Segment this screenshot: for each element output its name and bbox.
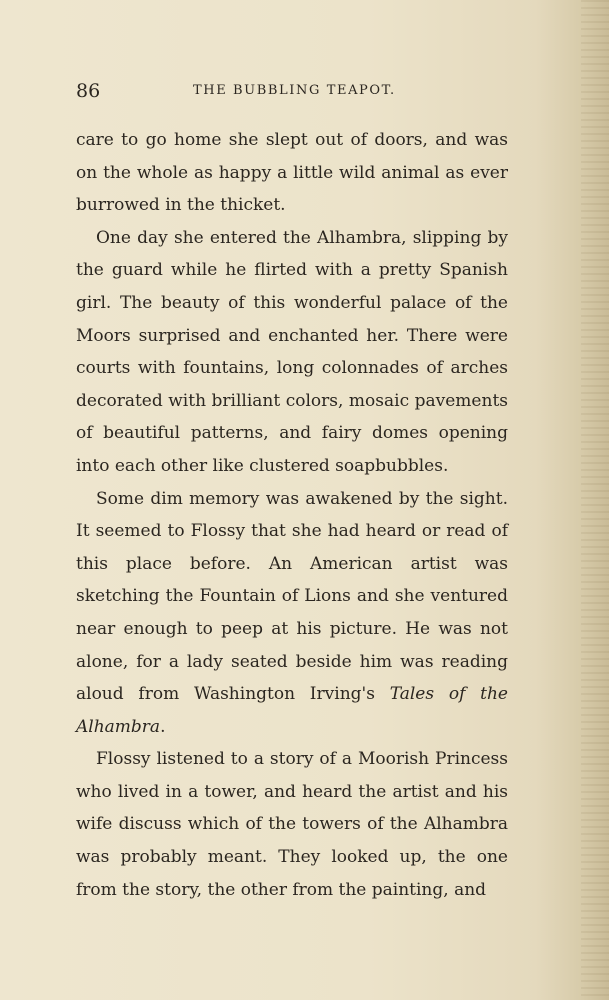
page-number: 86 <box>76 80 101 102</box>
paragraph-3 <box>76 483 508 744</box>
page-header <box>76 78 508 104</box>
book-title-italic: Tales of the Alhambra <box>76 684 508 737</box>
page-edge-shadow <box>581 0 609 1000</box>
paragraph-3-end: . <box>160 716 166 737</box>
paragraph-1: care to go home she slept out of doors, and was on the whole as happy a little wild animal as ever burrowed in the thicket. <box>76 130 508 216</box>
paragraph-3-text: Some dim memory was awakened by the sight. It seemed to Flossy that she had heard or read of this place before. An American artist was sketching the Fountain of Lions and she ventured near enough to peep at his picture. He was not alone, for a lady seated beside him was reading aloud from Washington Irving's <box>76 488 508 705</box>
body-text <box>76 124 508 906</box>
paragraph-4: Flossy listened to a story of a Moorish Princess who lived in a tower, and heard the artist and his wife discuss which of the towers of the Alhambra was probably meant. They looked up, the one from the story, the other from the painting, and <box>76 749 508 900</box>
paragraph-2: One day she entered the Alhambra, slipping by the guard while he flirted with a pretty Spanish girl. The beauty of this wonderful palace of the Moors surprised and enchanted her. There were courts with fountains, long colonnades of arches decorated with brilliant colors, mosaic pavements of beautiful patterns, and fairy domes opening into each other like clustered soapbubbles. <box>76 227 508 476</box>
running-head: THE BUBBLING TEAPOT. <box>193 83 396 98</box>
